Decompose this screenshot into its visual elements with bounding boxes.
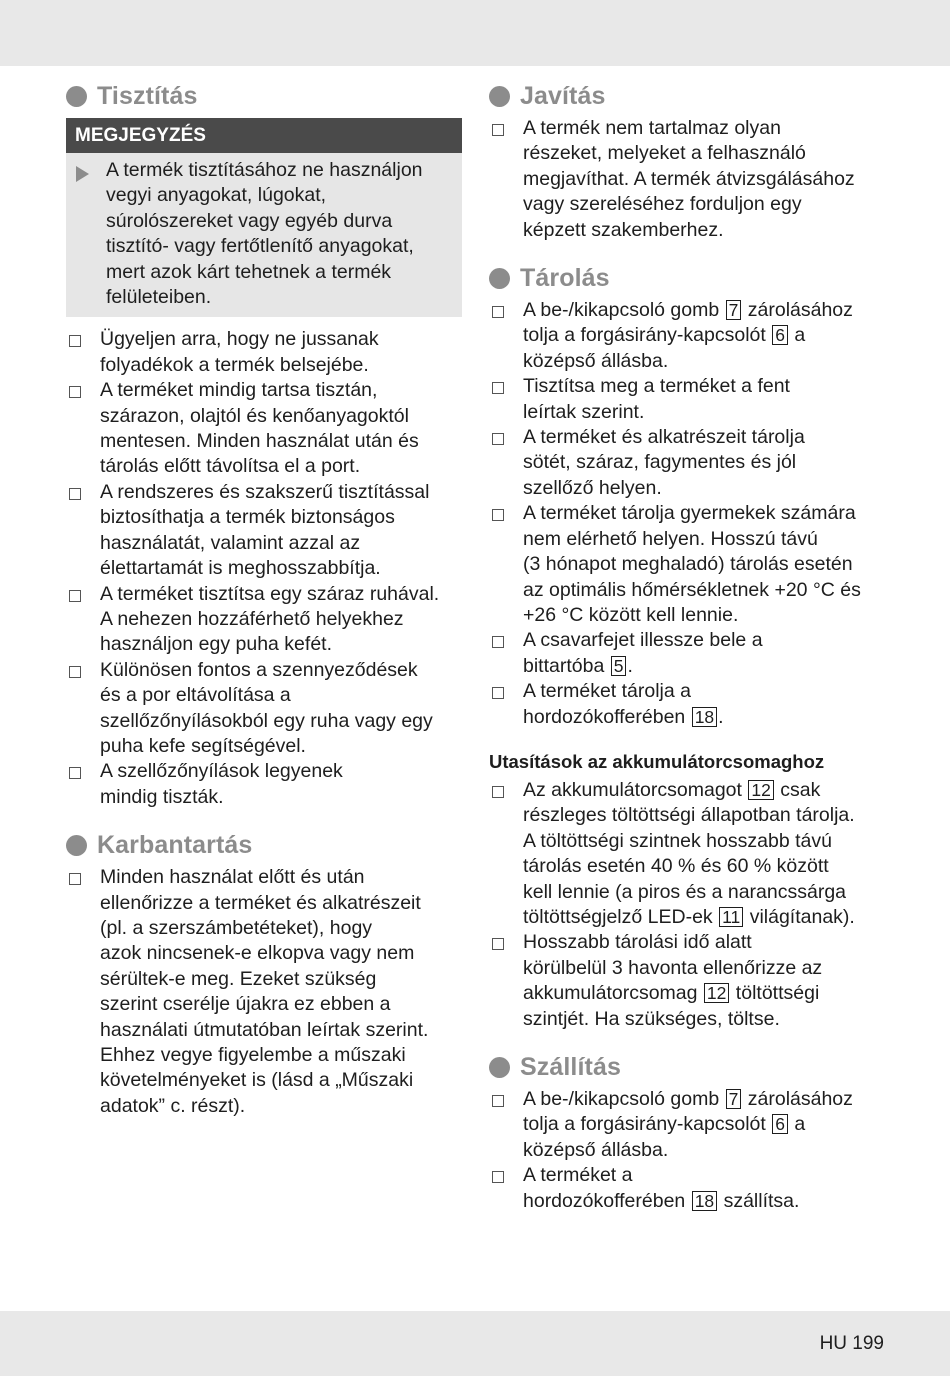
text-line: sérültek-e meg. Ezeket szükség xyxy=(100,967,377,990)
text-line: tárolás előtt távolítsa el a port. xyxy=(100,455,361,478)
text-line: megjavíthat. A termék átvizsgálásához xyxy=(523,167,855,190)
text-line: nem elérhető helyen. Hosszú távú xyxy=(523,527,818,550)
text-line: részeket, melyeket a felhasználó xyxy=(523,142,806,165)
text-line: Ügyeljen arra, hogy ne jussanak xyxy=(100,328,379,351)
text-line: A terméket tárolja a xyxy=(523,680,691,703)
text-line: szárazon, olajtól és kenőanyagoktól xyxy=(100,404,409,427)
text-line: szerint cserélje újakra ez ebben a xyxy=(100,993,391,1016)
part-reference-number: 11 xyxy=(719,907,743,927)
text-segment: Az akkumulátorcsomagot xyxy=(523,778,748,801)
text-line: adatok” c. részt). xyxy=(100,1094,246,1117)
list-item xyxy=(489,425,889,501)
text-line: A terméket tisztítsa egy száraz ruhával. xyxy=(100,582,440,605)
checkbox-square-icon xyxy=(492,509,504,521)
text-segment: tolja a forgásirány-kapcsolót xyxy=(523,324,772,347)
text-line: A termék nem tartalmaz olyan xyxy=(523,117,781,139)
list-item-text xyxy=(523,1087,853,1163)
text-segment: hordozókofferében xyxy=(523,1189,691,1212)
checkbox-square-icon xyxy=(69,335,81,347)
part-reference-number: 12 xyxy=(704,983,729,1003)
text-line: ellenőrizze a terméket és alkatrészeit xyxy=(100,891,421,914)
note-text xyxy=(106,158,423,310)
list-item-text xyxy=(523,374,790,425)
text-line: élettartamát is meghosszabbítja. xyxy=(100,557,381,580)
text-line: képzett szakemberhez. xyxy=(523,218,724,241)
part-reference-number: 6 xyxy=(772,1114,788,1134)
checkbox-square-icon xyxy=(492,1171,504,1183)
left-column xyxy=(66,78,462,1119)
list-item-text xyxy=(523,116,855,243)
text-line: A terméket tárolja gyermekek számára xyxy=(523,502,856,525)
page-number: HU 199 xyxy=(819,1333,884,1354)
footer-band xyxy=(0,1311,950,1376)
part-reference-number: 7 xyxy=(726,300,742,320)
list-item-text xyxy=(100,327,379,378)
list-item xyxy=(66,582,462,658)
text-line: tárolás esetén 40 % és 60 % között xyxy=(523,855,829,878)
right-column xyxy=(489,78,889,1214)
text-segment: . xyxy=(627,654,633,677)
text-segment: világítanak). xyxy=(744,905,855,928)
list-item-text xyxy=(523,425,805,501)
text-segment: zárolásához xyxy=(742,299,853,322)
text-line: biztosíthatja a termék biztonságos xyxy=(100,506,395,529)
text-line: Hosszabb tárolási idő alatt xyxy=(523,931,752,954)
text-line: súrolószereket vagy egyéb durva xyxy=(106,209,393,232)
list-item-text xyxy=(523,930,822,1032)
text-line: felületeiben. xyxy=(106,286,212,309)
text-segment: tolja a forgásirány-kapcsolót xyxy=(523,1113,772,1136)
section-heading-repair xyxy=(489,78,889,114)
text-line: folyadékok a termék belsejébe. xyxy=(100,353,369,376)
list-item xyxy=(66,865,462,1119)
part-reference-number: 18 xyxy=(692,1191,717,1211)
list-item xyxy=(489,628,889,679)
checkbox-square-icon xyxy=(492,124,504,136)
text-line: használjon egy puha kefét. xyxy=(100,633,333,656)
text-line xyxy=(523,1189,799,1214)
battery-heading: Utasítások az akkumulátorcsomaghoz xyxy=(489,750,825,772)
text-line: A terméket a xyxy=(523,1164,633,1187)
text-line: vegyi anyagokat, lúgokat, xyxy=(106,184,327,207)
cleaning-list xyxy=(66,327,462,810)
list-item xyxy=(66,658,462,760)
list-item-text xyxy=(100,759,343,810)
text-line: Különösen fontos a szennyeződések xyxy=(100,658,418,681)
text-line: mindig tiszták. xyxy=(100,785,224,808)
text-line: és a por eltávolítása a xyxy=(100,684,291,707)
text-line: körülbelül 3 havonta ellenőrizze az xyxy=(523,956,823,979)
list-item-text xyxy=(523,628,763,679)
text-segment: . xyxy=(718,705,724,728)
text-line xyxy=(523,323,853,348)
text-line: sötét, száraz, fagymentes és jól xyxy=(523,451,797,474)
text-line: Tisztítsa meg a terméket a fent xyxy=(523,375,790,398)
text-line: kell lennie (a piros és a narancssárga xyxy=(523,880,847,903)
header-band xyxy=(0,0,950,66)
list-item xyxy=(489,501,889,628)
battery-list xyxy=(489,778,889,1032)
text-segment: a xyxy=(788,324,806,347)
part-reference-number: 7 xyxy=(726,1089,742,1109)
list-item xyxy=(489,930,889,1032)
list-item-text xyxy=(523,778,855,930)
text-line: A nehezen hozzáférhető helyekhez xyxy=(100,607,404,630)
maintenance-list xyxy=(66,865,462,1119)
text-segment: a xyxy=(788,1113,806,1136)
list-item xyxy=(489,1087,889,1163)
text-line: (3 hónapot meghaladó) tárolás esetén xyxy=(523,553,853,576)
arrow-right-icon xyxy=(76,166,89,182)
bullet-dot-icon xyxy=(66,86,87,107)
section-heading-maintenance xyxy=(66,827,462,863)
section-heading-storage xyxy=(489,260,889,296)
part-reference-number: 5 xyxy=(611,656,627,676)
text-line: szellőzőnyílásokból egy ruha vagy egy xyxy=(100,709,433,732)
text-line xyxy=(523,705,724,730)
text-line: azok nincsenek-e elkopva vagy nem xyxy=(100,942,415,965)
text-line: mert azok kárt tehetnek a termék xyxy=(106,260,392,283)
text-line: +26 °C között kell lennie. xyxy=(523,603,739,626)
section-title: Javítás xyxy=(520,81,606,110)
text-line: vagy szereléséhez forduljon egy xyxy=(523,193,802,216)
list-item-text xyxy=(100,658,433,760)
list-item xyxy=(66,378,462,480)
list-item-text xyxy=(100,865,428,1119)
text-segment: A be-/kikapcsoló gomb xyxy=(523,299,725,322)
list-item-text xyxy=(100,582,439,658)
text-line: puha kefe segítségével. xyxy=(100,734,306,757)
note-label: MEGJEGYZÉS xyxy=(66,118,462,153)
list-item xyxy=(489,778,889,930)
checkbox-square-icon xyxy=(492,1095,504,1107)
text-segment: zárolásához xyxy=(742,1088,853,1110)
list-item xyxy=(489,374,889,425)
text-line: A termék tisztításához ne használjon xyxy=(106,159,423,181)
text-line: A csavarfejet illessze bele a xyxy=(523,629,763,652)
text-line: szintjét. Ha szükséges, töltse. xyxy=(523,1007,780,1030)
text-segment: A be-/kikapcsoló gomb xyxy=(523,1088,725,1110)
checkbox-square-icon xyxy=(492,938,504,950)
text-segment: bittartóba xyxy=(523,654,610,677)
part-reference-number: 18 xyxy=(692,707,717,727)
checkbox-square-icon xyxy=(69,590,81,602)
checkbox-square-icon xyxy=(492,433,504,445)
repair-list xyxy=(489,116,889,243)
transport-list xyxy=(489,1087,889,1214)
list-item xyxy=(66,480,462,582)
text-line: középső állásba. xyxy=(523,1138,669,1161)
text-line: A szellőzőnyílások legyenek xyxy=(100,760,343,783)
list-item xyxy=(66,759,462,810)
text-line: Ehhez vegye figyelembe a műszaki xyxy=(100,1044,406,1066)
part-reference-number: 12 xyxy=(748,780,773,800)
list-item-text xyxy=(100,480,429,582)
list-item-text xyxy=(523,1163,799,1214)
text-line xyxy=(523,905,855,930)
text-line xyxy=(523,778,855,803)
text-line: leírtak szerint. xyxy=(523,400,645,423)
checkbox-square-icon xyxy=(492,786,504,798)
checkbox-square-icon xyxy=(69,873,81,885)
list-item-text xyxy=(523,679,724,730)
text-line: A terméket és alkatrészeit tárolja xyxy=(523,426,805,449)
checkbox-square-icon xyxy=(492,306,504,318)
text-line: A töltöttségi szintnek hosszabb távú xyxy=(523,829,832,852)
list-item xyxy=(489,1163,889,1214)
bullet-dot-icon xyxy=(489,1057,510,1078)
storage-list xyxy=(489,298,889,730)
text-segment: töltöttségi xyxy=(730,982,820,1005)
text-segment: töltöttségjelző LED-ek xyxy=(523,905,719,928)
checkbox-square-icon xyxy=(69,767,81,779)
checkbox-square-icon xyxy=(69,488,81,500)
text-line xyxy=(523,298,853,323)
text-line xyxy=(523,1112,853,1137)
text-line: használati útmutatóban leírtak szerint. xyxy=(100,1018,429,1041)
text-line: (pl. a szerszámbetéteket), hogy xyxy=(100,916,373,939)
text-line: részleges töltöttségi állapotban tárolja. xyxy=(523,804,855,827)
list-item-text xyxy=(100,378,419,480)
text-segment: akkumulátorcsomag xyxy=(523,982,703,1005)
checkbox-square-icon xyxy=(492,636,504,648)
text-line: A rendszeres és szakszerű tisztítással xyxy=(100,480,430,503)
text-line: használatát, valamint azzal az xyxy=(100,531,361,554)
section-title: Szállítás xyxy=(520,1052,621,1081)
section-title: Tisztítás xyxy=(97,81,198,110)
text-line xyxy=(523,654,763,679)
checkbox-square-icon xyxy=(492,687,504,699)
list-item xyxy=(489,116,889,243)
section-heading-transport xyxy=(489,1049,889,1085)
note-box xyxy=(66,118,462,317)
text-line: tisztító- vagy fertőtlenítő anyagokat, xyxy=(106,235,414,258)
text-line: az optimális hőmérsékletnek +20 °C és xyxy=(523,578,861,601)
text-line: mentesen. Minden használat után és xyxy=(100,430,419,453)
note-body xyxy=(66,153,462,317)
list-item xyxy=(66,327,462,378)
text-segment: szállítsa. xyxy=(718,1189,800,1212)
text-line xyxy=(523,1087,853,1112)
checkbox-square-icon xyxy=(69,666,81,678)
text-line xyxy=(523,981,822,1006)
text-line: középső állásba. xyxy=(523,349,669,372)
bullet-dot-icon xyxy=(66,835,87,856)
bullet-dot-icon xyxy=(489,86,510,107)
bullet-dot-icon xyxy=(489,268,510,289)
text-line: követelményeket is (lásd a „Műszaki xyxy=(100,1069,414,1092)
section-heading-cleaning xyxy=(66,78,462,114)
text-segment: hordozókofferében xyxy=(523,705,691,728)
checkbox-square-icon xyxy=(69,386,81,398)
text-segment: csak xyxy=(774,778,821,801)
list-item-text xyxy=(523,298,853,374)
text-line: szellőző helyen. xyxy=(523,476,662,499)
text-line: Minden használat előtt és után xyxy=(100,866,365,889)
list-item xyxy=(489,298,889,374)
checkbox-square-icon xyxy=(492,382,504,394)
part-reference-number: 6 xyxy=(772,325,788,345)
list-item-text xyxy=(523,501,861,628)
section-title: Tárolás xyxy=(520,263,610,292)
list-item xyxy=(489,679,889,730)
text-line: A terméket mindig tartsa tisztán, xyxy=(100,379,378,402)
section-title: Karbantartás xyxy=(97,830,253,859)
